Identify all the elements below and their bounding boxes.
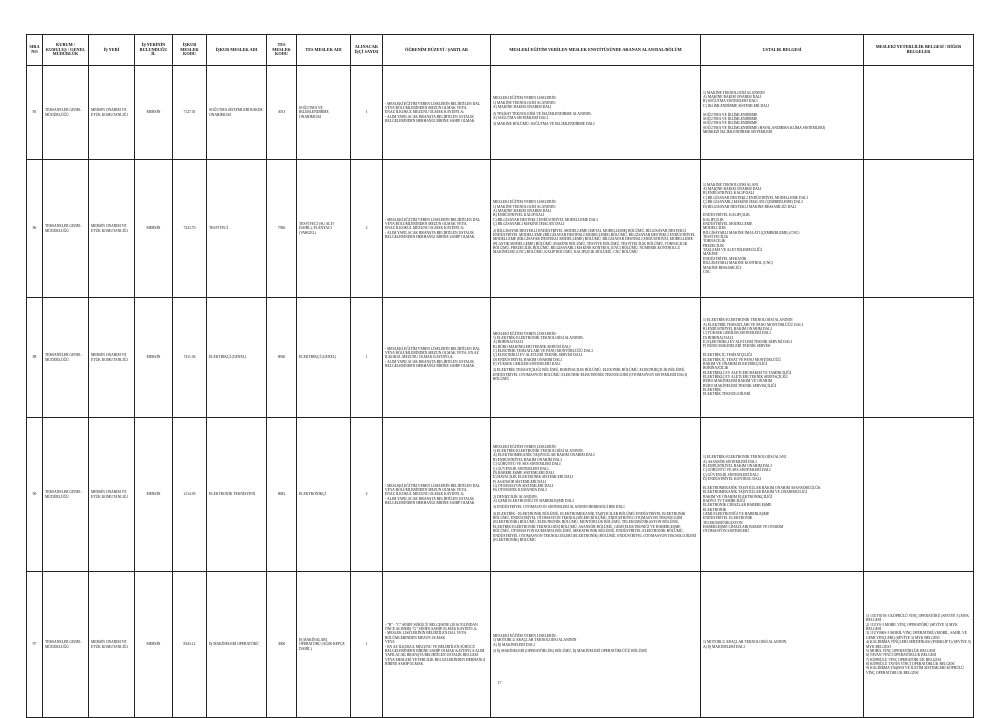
- page-number: 17: [497, 680, 502, 685]
- row-ogrenim: - MESLEKİ EĞİTİM VEREN LİSELERİN BELİRTİLEN DAL VEYA BÖLÜMLERİNDEN MEZUN OLMAK VEYA, ENAZ İLKOKUL MEZUNU OLMAK KAYDIYLA; - ALIM YAPILACAK BRANŞTA BELİRTİLEN USTALIK BELGELERİNDEN HERHANGİ BİRİNE SAHİP OLMAK: [383, 66, 491, 160]
- row-tes-kodu: 8030: [267, 298, 297, 418]
- header-tes-kodu: TES MESLEK KODU: [267, 35, 297, 66]
- header-sira-no: SIRA NO: [27, 35, 43, 66]
- row-bolum: [491, 66, 701, 160]
- row-is-yeri: MERSİN ONARIM VE ETÜK KOMUTANLIĞI: [89, 572, 135, 718]
- row-meslek-kodu: 7411.04: [173, 298, 207, 418]
- row-ustalik-belgesi: 1) MAKİNE TEKNOLOJİSİ ALANI A) MAKİNE BAKIM ONARIM DALI B) ENDÜSTRİYEL KALIP DALI C) BİLGİSAYAR DESTEKLİ ENDÜSTRİYEL MODELLEME DALI Ç) BİLGİSAYARLI MAKİNE İMALATI (ÇEMBERLEME) DALI D) BİLGİSAYAR DESTEKLİ MAKİNE RESSAMLIĞI DALI ENDÜSTRİYEL KALIPÇILIK KALIPÇILIK ENDÜSTRİYEL MODELLEME MODELCİLİK BİLGİSAYARLI MAKİNE İMALATI (ÇEMBERLEME) (CNC) TESVİYECİLİK TORNACILIK FREZECİLİK TAŞLAMA VE ALET BİLEMECİLİĞİ MAKİNE ENDÜSTRİYEL MEKANİK BİLGİSAYARLI MAKİNE KONTROL (CNC) MAKİNE RESSAMLIĞI CNC: [701, 160, 864, 298]
- row-ustalik-belgesi: 1) MAKİNE TEKNOLOJİSİ ALANININ A) MAKİNE BAKIM ONARIM DALI B) SOĞUTMA SİSTEMLERİ DALI C) İKLİMLENDİRME SİSTEMLERİ DALI SOĞUTMA VE İKLİMLENDİRME SOĞUTMA VE İKLİMLENDİRME SOĞUTMA VE İKLİMLENDİRME SOĞUTMA VE İKLİMLENDİRME (HAVALANDIRMA KLİMA SİSTEMLERİ) MERKEZİ İKLİMLENDİRME SİSTEMLERİ: [701, 66, 864, 160]
- header-ustalik-belgesi: USTALIK BELGESİ: [701, 35, 864, 66]
- row-alinacak: 1: [351, 66, 383, 160]
- row-ustalik-belgesi: 1) ELEKTRİK-ELEKTRONİK TEKNOLOJİSİ ALANI A) ASANSÖR SİSTEMLERİ DALI B) ENDÜSTRİYEL BAKIM ONARIM DALI C) GÖRÜNTÜ VE SES SİSTEMLERİ DALI Ç) GÜVENLİK SİSTEMLERİ DALI D) ENDÜSTRİYEL KONTROL DALI ELEKTROMEKANİK TAŞIYICILAR BAKIM ONARIM ASANSÖRCÜLÜK ELEKTROMEKANİK TAŞIYICILAR BAKIM VE ONARIMCILIĞI BAKIM VE ONARIM ELEKTRONİKÇİLİĞİ RADYO TV TAMİRCİLİĞİ ELEKTRONİK CİHAZLAR HABERLEŞME ELEKTRONİK GEMİ ELEKTRONİĞİ VE HABERLEŞME ENDÜSTRİYEL ELEKTRONİK TELEKOMÜNİKASYON HABERLEŞME CİHAZLARI BAKIM VE ONARIM OTOMASYON SİSTEMLERİ: [701, 418, 864, 572]
- bolum-paragraph: MESLEKİ EĞİTİM VEREN LİSELERİN: 1) MAKİNE TEKNOLOJİSİ ALANININ; A) MAKİNE BAKIM ONARIM DALI B) ENDÜSTRİYEL KALIP DALI C) BİLGİSAYAR DESTEKLİ ENDÜSTRİYEL MODELLEME DALI Ç) BİLGİSAYARLI MAKİNE İMALATI DALI: [493, 200, 598, 227]
- row-tes-adi: ELEKTRİKÇİ (GENEL): [297, 298, 351, 418]
- row-meslek-adi: SOĞUTMA SİSTEMLERİ BAKIM ONARIMCISI: [207, 66, 267, 160]
- header-kurum: KURUM / KURULUŞ / GENEL MÜDÜRLÜK: [43, 35, 89, 66]
- bolum-paragraph: MESLEKİ EĞİTİM VEREN LİSELERİN: 1) MOTORLU ARAÇLAR TEKNOLOJİSİ ALANININ A) İŞ MAKİNELERİ DALI: [493, 633, 577, 647]
- row-meslek-adi: İŞ MAKİNELERİ OPERATÖRÜ: [207, 572, 267, 718]
- bolum-paragraph: 2) TESİSAT TEKNOLOJİSİ VE İKLİMLENDİRME ALANININ; A) SOĞUTMA SİSTEMLERİ DALI: [493, 111, 592, 120]
- header-il: İŞ YERİNİN BULUNDUĞU İL: [135, 35, 173, 66]
- row-number: 86: [27, 160, 43, 298]
- row-bolum: [491, 572, 701, 718]
- header-tes-adi: TES MESLEK ADI: [297, 35, 351, 66]
- row-alinacak: 2: [351, 418, 383, 572]
- row-meslek-adi: TESVİYECİ: [207, 160, 267, 298]
- row-ustalik-belgesi: 1) MOTORLU ARAÇLAR TEKNOLOJİSİ ALANININ A) İŞ MAKİNELERİ DALI: [701, 572, 864, 718]
- row-kurum: TERSANELER GENEL MÜDÜRLÜĞÜ: [43, 66, 89, 160]
- row-yeterlilik: [864, 66, 974, 160]
- row-number: 88: [27, 298, 43, 418]
- row-alinacak: 2: [351, 160, 383, 298]
- row-meslek-adi: ELEKTRONİK TEKNİSYENİ: [207, 418, 267, 572]
- row-meslek-kodu: 2114.03: [173, 418, 207, 572]
- row-il: MERSİN: [135, 160, 173, 298]
- row-ogrenim: - MESLEKİ EĞİTİM VEREN LİSELERİN BELİRTİLEN DAL VEYA BÖLÜMLERİNDEN MEZUN OLMAK VEYA, ENAZ İLKOKUL MEZUNU OLMAK KAYDIYLA; - ALIM YAPILACAK BRANŞTA BELİRTİLEN USTALIK BELGELERİNDEN HERHANGİ BİRİNE SAHİP OLMAK: [383, 160, 491, 298]
- row-yeterlilik: 1) 15UY0193-3 KÖPRÜLÜ VİNÇ OPERATÖRÜ (SEVİYE 3) MYK BELGESİ 2) 11UY0-3 MOBİL VİNÇ OPERATÖRÜ (SEVİYE 3) MYK BELGESİ 3) 11UY0063-3 MOBİL VİNÇ OPERATÖRÜ (MOBİL, SAHİL VE GEMİ VİNÇLERİ) (SEVİYE 3) MYK BELGESİ 4) KALDIRMA VİNÇLERİ SERTİFİKASI (FORKLİFT) (SEVİYE 3) MYK BELGESİ 5) MOBİL VİNÇ OPERATÖRLÜK BELGESİ 6) TAVAN VİNCİ OPERATÖRLÜK BELGESİ 7) KÖPRÜLÜ VİNÇ OPERATÖRLÜK BELGESİ 8) KÖPRÜLÜ TAVAN VİNCİ OPERATÖRLÜK BELGESİ 9) KALDIRMA TAŞIMA VE İLETİM SİSTEMLERİ KÖPRÜLÜ VİNÇ OPERATÖRLÜK BELGESİ: [864, 572, 974, 718]
- table-row: [27, 160, 974, 298]
- header-meslek-adi: İŞKUR MESLEK ADI: [207, 35, 267, 66]
- bolum-paragraph: 4) ELEKTRİK - ELEKTRONİK BÖLÜMÜ, ELEKTROMEKANİK TAŞIYICILAR BÖLÜMÜ ENDÜSTRİYEL ELEKTRONİK BÖLÜMÜ, ENDÜSTRİYEL OTOMASYON TEKNOLOJİLERİ BÖLÜMÜ, ENDÜSTRİYEL OTOMASYON TEKNOLOJİSİ (ELEKTRONİK) BÖLÜMÜ, ELEKTRONİK BÖLÜMÜ, MONTÖRLÜK BÖLÜMÜ, TELEKOMÜNİKASYON BÖLÜMÜ, ELEKTRİK-ELEKTRONİK TEKNOLOJİSİ BÖLÜMÜ, ASANSÖR BÖLÜMÜ, GEMİ ELEKTRONİĞİ VE HABERLEŞME BÖLÜMÜ, OTOMASYON KUMANDA BÖLÜMÜ, MEKATRONİK BÖLÜMÜ, ENDÜSTRİYEL ELEKTRONİK BÖLÜMÜ, ENDÜSTRİYEL OTOMASYON TEKNOLOJİLERİ (ELEKTRONİK) BÖLÜMÜ, ENDÜSTRİYEL OTOMASYON TEKNOLOJİLERİ (ELEKTRONİK) BÖLÜMÜ: [493, 511, 697, 542]
- row-il: MERSİN: [135, 66, 173, 160]
- header-ogrenim: ÖĞRENİM DÜZEYİ / ŞARTLAR: [383, 35, 491, 66]
- header-is-yeri: İŞ YERİ: [89, 35, 135, 66]
- row-tes-adi: TESVİYECİ (SU ALTI DAHİL), PLANYACI (VARGEL): [297, 160, 351, 298]
- row-meslek-kodu: 7223.70: [173, 160, 207, 298]
- header-yeterlilik: MESLEKİ YETERLİLİK BELGESİ / DİĞER BELGELER: [864, 35, 974, 66]
- bolum-paragraph: MESLEKİ EĞİTİM VEREN LİSELERİN: 1) ELEKTRİK-ELEKTRONİK TEKNOLOJİSİ ALANININ; A) ELEKTROMEKANİK TAŞIYICILAR BAKIM ONARIM DALI B) ENDÜSTRİYEL BAKIM ONARIM DALI C) GÖRÜNTÜ VE SES SİSTEMLERİ DALI Ç) GÜVENLİK SİSTEMLERİ DALI D) HABERLEŞME SİSTEMLERİ DALI E) HAVACILIK ELEKTRONİK SİSTEMLERİ DALI F) ASANSÖR SİSTEMLERİ DALI G) OTOMASYON SİSTEMLERİ DALI H) OTOMATİK KUMANDA DALI: [493, 444, 595, 493]
- row-alinacak: 1: [351, 298, 383, 418]
- row-tes-adi: ELEKTRONİKÇİ: [297, 418, 351, 572]
- row-ogrenim: - "B" - "C" SINIFI SÜRÜCÜ BELGESİNE (2016 YILINDAN ÖNCE ALINMIŞ "G" SINIFI) SAHİP OLMAK KAYDIYLA; - MESLEK LİSELERİNİN BELİRTİLEN DAL VEYA BÖLÜMLERİNDEN MEZUN OLMAK VEYA - EN AZ İLKOKUL MEZUNU VE BELİRTİLEN SÜRÜCÜ BELGELERİNDEN BİRİNE SAHİP OLMAK KAYDIYLA ALIM YAPILACAK BRANŞTA BELİRTİLEN USTALIK BELGESİ VEYA MESLEKİ YETERLİLİK BELGELERİNDEN HERHANGİ BİRİNE SAHİP OLMAK: [383, 572, 491, 718]
- row-bolum: [491, 298, 701, 418]
- row-ogrenim: - MESLEKİ EĞİTİM VEREN LİSELERİN BELİRTİLEN DAL VEYA BÖLÜMLERİNDEN MEZUN OLMAK VEYA, EN AZ İLKOKUL MEZUNU OLMAK KAYDIYLA; - ALIM YAPILACAK BRANŞTA BELİRTİLEN USTALIK BELGELERİNDEN HERHANGİ BİRİNE SAHİP OLMAK: [383, 298, 491, 418]
- row-ogrenim: - MESLEKİ EĞİTİM VEREN LİSELERİN BELİRTİLEN DAL VEYA BÖLÜMLERİNDEN MEZUN OLMAK VEYA, ENAZ İLKOKUL MEZUNU OLMAK KAYDIYLA; - ALIM YAPILACAK BRANŞTA BELİRTİLEN USTALIK BELGELERİNDEN HERHANGİ BİRİNE SAHİP OLMAK: [383, 418, 491, 572]
- table-row: [27, 298, 974, 418]
- bolum-paragraph: 2) BİLGİSAYAR DESTEKLİ ENDÜSTRİYEL MODELLEME (METAL MODELLEME) BÖLÜMÜ, BİLGİSAYAR DESTEKLİ ENDÜSTRİYEL MODELLEME (BİLGİSAYAR DESTEKLİ MODELLEME) BÖLÜMÜ, BİLGİSAYAR DESTEKLİ ENDÜSTRİYEL MODELLEME (BİLGİSAYAR DESTEKLİ MODELLEME) BÖLÜMÜ, BİLGİSAYAR DESTEKLİ ENDÜSTRİYEL MODELLEME (PLASTİK MODELLEME) BÖLÜMÜ, MAKİNE BÖLÜMÜ, TESVİYE BÖLÜMÜ, TESVİYECİLİK BÖLÜMÜ, TORNACILIK BÖLÜMÜ, FREZECİLİK BÖLÜMÜ, BİLGİSAYARLI MAKİNE KONTROL (CNC) BÖLÜMÜ, NÜMERİK KONTROLLÜ MAKİNELER (CNC) BÖLÜMÜ, KALIP BÖLÜMÜ, KALIPÇILIK BÖLÜMÜ, CNC BÖLÜMÜ: [493, 228, 695, 255]
- row-alinacak: 1: [351, 572, 383, 718]
- bolum-paragraph: MESLEKİ EĞİTİM VEREN LİSELERİN: 1) ELEKTRİK-ELEKTRONİK TEKNOLOJİSİ ALANININ; A) BOBİNAJ DALI B) BÜRO MAKİNELERİ TEKNİK SERVİSİ DALI C) ELEKTRİK TESİSATLARI VE PANO MONTÖRLÜĞÜ DALI Ç) ELEKTRİKLİ EV ALETLERİ TEKNİK SERVİSİ DALI D) ENDÜSTRİYEL BAKIM ONARIM DALI E) YÜKSEK GERİLİM SİSTEMLERİ DALI: [493, 331, 593, 367]
- header-meslek-kodu: İŞKUR MESLEK KODU: [173, 35, 207, 66]
- row-kurum: TERSANELER GENEL MÜDÜRLÜĞÜ: [43, 572, 89, 718]
- row-is-yeri: MERSİN ONARIM VE ETÜK KOMUTANLIĞI: [89, 418, 135, 572]
- bolum-paragraph: 2) DENİZCİLİK ALANININ; A) GEMİ ELEKTRONİĞİ VE HABERLEŞME DALI: [493, 494, 574, 504]
- bolum-paragraph: 3) ENDÜSTRİYEL OTOMASYON SİSTEMLERİ ALANININ HERHANGİ BİR DALI: [493, 505, 625, 510]
- row-number: 90: [27, 418, 43, 572]
- row-tes-kodu: 3013: [267, 66, 297, 160]
- bolum-paragraph: MESLEKİ EĞİTİM VEREN LİSELERİN: 1) MAKİNE TEKNOLOJİSİ ALANININ; A) MAKİNE BAKIM ONARIM DALI: [493, 96, 557, 110]
- row-kurum: TERSANELER GENEL MÜDÜRLÜĞÜ: [43, 160, 89, 298]
- bolum-paragraph: 2) İŞ MAKİNELERİ (OPERATÖRLÜK) BÖLÜMÜ, İŞ MAKİNELERİ OPERATÖRLÜĞÜ BÖLÜMÜ: [493, 648, 648, 653]
- row-il: MERSİN: [135, 298, 173, 418]
- row-tes-kodu: 7586: [267, 160, 297, 298]
- row-meslek-adi: ELEKTRİKÇİ (GENEL): [207, 298, 267, 418]
- row-yeterlilik: [864, 298, 974, 418]
- bolum-paragraph: 3) MAKİNE BÖLÜMÜ, SOĞUTMA VE İKLİMLENDİRME DALI: [493, 122, 595, 127]
- row-il: MERSİN: [135, 418, 173, 572]
- row-number: 85: [27, 66, 43, 160]
- row-is-yeri: MERSİN ONARIM VE ETÜK KOMUTANLIĞI: [89, 298, 135, 418]
- row-il: MERSİN: [135, 572, 173, 718]
- row-tes-adi: SOĞUTMA VE İKLİMLENDİRME ONARIMCISI: [297, 66, 351, 160]
- row-number: 97: [27, 572, 43, 718]
- bolum-paragraph: 2) ELEKTRİK TESİSATÇILIĞI BÖLÜMÜ, BOBİNACILIK BÖLÜMÜ, ELEKTRİK BÖLÜMÜ, ELEKTRİKÇİLİK BÖLÜMÜ, ENDÜSTRİYEL OTOMASYON BÖLÜMÜ, ELEKTRİK-ELEKTRONİK TEKNOLOJİSİ (OTOMASYON SİSTEMLERİ DALI) BÖLÜMÜ: [493, 368, 688, 382]
- row-is-yeri: MERSİN ONARIM VE ETÜK KOMUTANLIĞI: [89, 66, 135, 160]
- row-yeterlilik: [864, 418, 974, 572]
- row-meslek-kodu: 8343.12: [173, 572, 207, 718]
- personnel-table: [26, 34, 974, 718]
- table-row: [27, 66, 974, 160]
- row-tes-adi: İŞ MAKİNALARI OPERATÖRÜ (AĞIR-KEPÇE DAHİL): [297, 572, 351, 718]
- row-is-yeri: MERSİN ONARIM VE ETÜK KOMUTANLIĞI: [89, 160, 135, 298]
- row-tes-kodu: 3060: [267, 572, 297, 718]
- row-ustalik-belgesi: 1) ELEKTRİK-ELEKTRONİK TEKNOLOJİSİ ALANININ A) ELEKTRİK TESİSATLARI VE PANO MONTÖRLÜĞÜ DALI B) ENDÜSTRİYEL BAKIM ONARIM DALI C) YÜKSEK GERİLİM SİSTEMLERİ DALI D) BOBİNAJ DALI E) ELEKTRİKLİ EV ALETLERİ TEKNİK SERVİSİ DALI F) BÜRO MAKİNELERİ TEKNİK SERVİSİ ELEKTRİK İÇ TESİSATÇILIĞI ELEKTRİK İÇ TESAT VE PANO MONTÖRLÜĞÜ BAKIM VE ONARIM ELEKTRİKÇİLİĞİ BOBİNAJCILIK ELEKTRİKLİ EV ALETLERİ BAKIM VE TAMİRCİLİĞİ ELEKTRİKLİ EV ALETLERİ TEKNİK SERVİSÇİLİĞİ BÜRO MAKİNELERİ BAKIM VE ONARIM BÜRO MAKİNELERİ TEKNİK SERVİSÇİLİĞİ ELEKTRİK ELEKTRİK TEKNOLOJİLERİ: [701, 298, 864, 418]
- table-row: [27, 572, 974, 718]
- row-bolum: [491, 418, 701, 572]
- header-alinacak: ALINACAK İŞÇİ SAYISI: [351, 35, 383, 66]
- row-yeterlilik: [864, 160, 974, 298]
- table-header-row: [27, 35, 974, 66]
- row-kurum: TERSANELER GENEL MÜDÜRLÜĞÜ: [43, 418, 89, 572]
- header-bolum: MESLEKİ EĞİTİM VERİLEN MESLEK ENSTİTÜSÜNDE ARANAN ALAN/DAL/BÖLÜM: [491, 35, 701, 66]
- row-kurum: TERSANELER GENEL MÜDÜRLÜĞÜ: [43, 298, 89, 418]
- row-meslek-kodu: 7127.01: [173, 66, 207, 160]
- row-tes-kodu: 8082: [267, 418, 297, 572]
- table-row: [27, 418, 974, 572]
- row-bolum: [491, 160, 701, 298]
